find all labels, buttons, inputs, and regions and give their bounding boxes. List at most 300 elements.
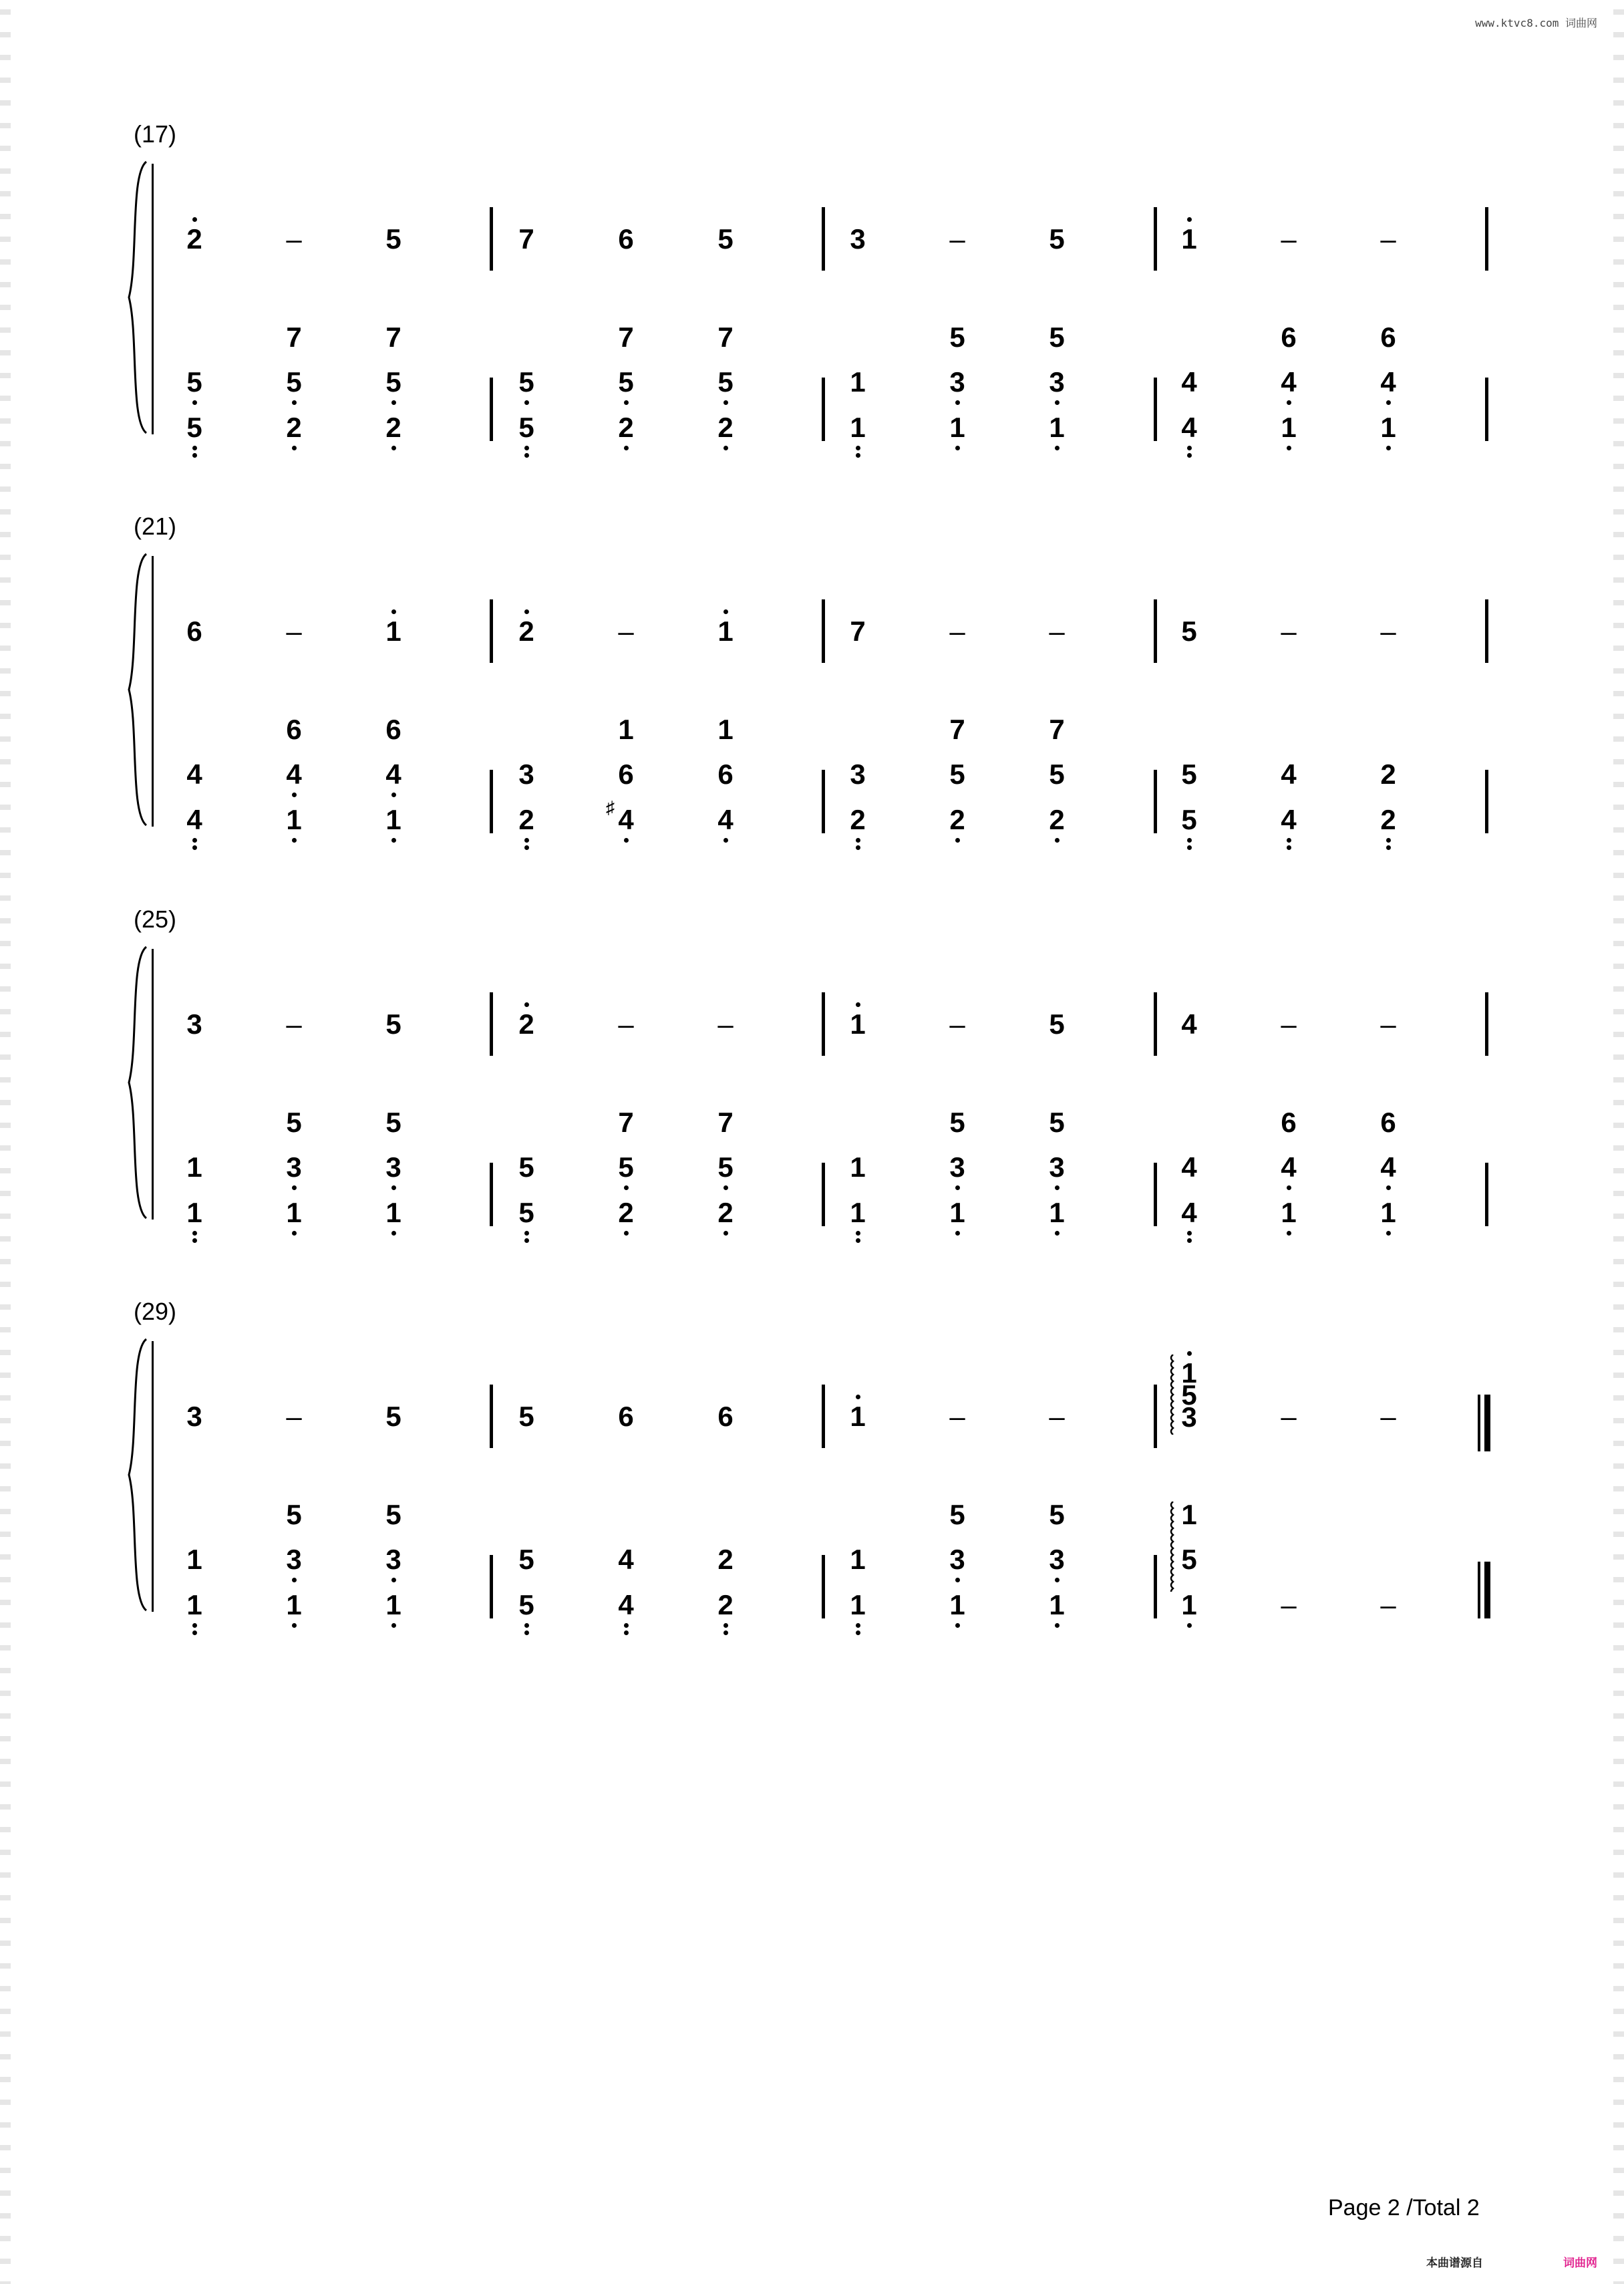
melody-note: 2: [518, 615, 534, 647]
melody-note-high-dot: [391, 609, 396, 614]
accompaniment-note-sharp-icon: ♯: [606, 797, 615, 817]
accompaniment-note-low-dot: [723, 838, 728, 843]
accompaniment-note: 1: [1281, 1197, 1297, 1228]
accompaniment-note-low-dot: [292, 838, 297, 843]
final-barline-thin: [1478, 1395, 1480, 1451]
accompaniment-note: 1: [949, 412, 965, 443]
barline: [490, 770, 493, 833]
page-number: Page 2 /Total 2: [1328, 2195, 1480, 2221]
accompaniment-note: 5: [949, 1499, 965, 1530]
sustain-dash: –: [949, 1008, 965, 1040]
accompaniment-note: 3: [949, 1544, 965, 1575]
sustain-dash: –: [1281, 1589, 1297, 1620]
accompaniment-note-low-dot: [955, 1185, 960, 1190]
accompaniment-note-low-dot: [192, 838, 197, 843]
accompaniment-note-low-dot: [1386, 400, 1391, 405]
accompaniment-note-low-dot-2: [1187, 845, 1192, 850]
accompaniment-note: 4: [186, 758, 202, 790]
accompaniment-note: 5: [717, 366, 734, 398]
accompaniment-note: 1: [186, 1589, 202, 1620]
barline: [1154, 992, 1157, 1056]
accompaniment-note: 1: [850, 366, 866, 398]
accompaniment-note-low-dot: [1386, 838, 1391, 843]
accompaniment-note-low-dot: [723, 1185, 728, 1190]
accompaniment-note: 6: [286, 714, 302, 745]
accompaniment-note: 2: [717, 1197, 734, 1228]
site-url: www.ktvc8.com 词曲网: [1475, 17, 1597, 29]
measure-number: (25): [134, 905, 177, 933]
accompaniment-note-low-dot-2: [524, 845, 529, 850]
accompaniment-note-low-dot: [1287, 1185, 1291, 1190]
accompaniment-note: 1: [850, 1197, 866, 1228]
accompaniment-note-low-dot: [524, 838, 529, 843]
grand-staff-brace: [124, 553, 150, 830]
accompaniment-note: 5: [518, 1151, 534, 1183]
accompaniment-note: 1: [385, 1197, 401, 1228]
sustain-dash: –: [949, 223, 965, 255]
barline: [822, 992, 825, 1056]
accompaniment-note: 7: [618, 1107, 634, 1138]
accompaniment-note: 1: [949, 1197, 965, 1228]
right-watermark-strip: [1613, 0, 1624, 2284]
accompaniment-note-low-dot: [524, 1623, 529, 1628]
accompaniment-note-low-dot: [624, 1623, 629, 1628]
melody-note: 5: [1181, 615, 1197, 647]
measure-number: (21): [134, 513, 177, 540]
sustain-dash: –: [1281, 1401, 1297, 1432]
chord-note: 1: [1181, 1357, 1197, 1389]
chord-note: 5: [1181, 1379, 1197, 1411]
accompaniment-note-low-dot: [524, 1231, 529, 1236]
sustain-dash: –: [1281, 615, 1297, 647]
accompaniment-note: 1: [1049, 1197, 1065, 1228]
accompaniment-note: 3: [1049, 1151, 1065, 1183]
barline: [490, 599, 493, 663]
barline: [822, 378, 825, 441]
accompaniment-note: 6: [1380, 321, 1396, 353]
accompaniment-note-low-dot: [391, 1231, 396, 1236]
accompaniment-note-low-dot: [391, 1623, 396, 1628]
accompaniment-note: 5: [286, 1499, 302, 1530]
accompaniment-note: 4: [385, 758, 401, 790]
melody-note: 3: [186, 1008, 202, 1040]
accompaniment-note: 5: [1181, 804, 1197, 835]
accompaniment-note: 1: [618, 714, 634, 745]
barline: [1485, 992, 1488, 1056]
barline: [490, 1555, 493, 1618]
accompaniment-note: 4: [1380, 1151, 1396, 1183]
accompaniment-note: 5: [1181, 758, 1197, 790]
accompaniment-note: 1: [850, 1151, 866, 1183]
accompaniment-note-low-dot-2: [192, 453, 197, 458]
accompaniment-note-low-dot: [391, 838, 396, 843]
accompaniment-note: 4: [1380, 366, 1396, 398]
accompaniment-note: 6: [1281, 321, 1297, 353]
accompaniment-note: 7: [618, 321, 634, 353]
accompaniment-note-low-dot: [1386, 1185, 1391, 1190]
arpeggio-icon: [1169, 1354, 1177, 1438]
accompaniment-note-low-dot: [391, 1185, 396, 1190]
barline: [822, 1163, 825, 1226]
accompaniment-note-low-dot: [1055, 1623, 1060, 1628]
accompaniment-note-low-dot: [955, 400, 960, 405]
barline: [490, 207, 493, 271]
accompaniment-note: 5: [518, 1197, 534, 1228]
accompaniment-note-low-dot-2: [856, 453, 860, 458]
accompaniment-note: 5: [1049, 321, 1065, 353]
accompaniment-note-low-dot: [524, 400, 529, 405]
accompaniment-note-low-dot-2: [856, 1630, 860, 1635]
melody-note: 1: [850, 1401, 866, 1432]
accompaniment-note-low-dot: [955, 838, 960, 843]
accompaniment-note-low-dot: [1055, 1185, 1060, 1190]
accompaniment-note: 4: [186, 804, 202, 835]
accompaniment-note: 4: [1181, 1151, 1197, 1183]
melody-note: 1: [385, 615, 401, 647]
accompaniment-note: 3: [385, 1151, 401, 1183]
accompaniment-note-low-dot: [391, 793, 396, 797]
melody-note-high-dot: [524, 609, 529, 614]
accompaniment-note-low-dot: [292, 793, 297, 797]
accompaniment-note-low-dot-2: [723, 1630, 728, 1635]
melody-note-high-dot: [1187, 217, 1192, 222]
melody-note: 5: [1049, 223, 1065, 255]
accompaniment-note-low-dot: [1055, 446, 1060, 450]
accompaniment-note: 5: [385, 1107, 401, 1138]
barline: [1154, 770, 1157, 833]
accompaniment-note: 5: [286, 1107, 302, 1138]
accompaniment-note: 6: [1281, 1107, 1297, 1138]
accompaniment-note: 5: [186, 366, 202, 398]
accompaniment-note-low-dot: [856, 838, 860, 843]
accompaniment-note-low-dot-2: [1187, 453, 1192, 458]
accompaniment-note: 1: [385, 1589, 401, 1620]
accompaniment-note-low-dot: [1055, 1231, 1060, 1236]
accompaniment-note-low-dot-2: [1287, 845, 1291, 850]
accompaniment-note-low-dot: [391, 1578, 396, 1582]
brand-label: 词曲网: [1563, 2257, 1597, 2269]
accompaniment-note-low-dot-2: [192, 1630, 197, 1635]
barline: [1485, 207, 1488, 271]
accompaniment-note: 5: [618, 1151, 634, 1183]
accompaniment-note: 3: [385, 1544, 401, 1575]
accompaniment-note-low-dot: [292, 1231, 297, 1236]
accompaniment-note-low-dot: [192, 1623, 197, 1628]
grand-staff-brace: [124, 1338, 150, 1615]
accompaniment-note: 6: [1380, 1107, 1396, 1138]
system-line: [152, 949, 154, 1220]
accompaniment-note: 2: [618, 412, 634, 443]
accompaniment-note: 2: [1049, 804, 1065, 835]
final-barline-thin: [1478, 1562, 1480, 1618]
accompaniment-note: 4: [1281, 758, 1297, 790]
accompaniment-note-low-dot-2: [1187, 1238, 1192, 1243]
accompaniment-note-low-dot: [955, 1578, 960, 1582]
accompaniment-note-low-dot: [1187, 1231, 1192, 1236]
accompaniment-note: 5: [518, 412, 534, 443]
sustain-dash: –: [1380, 1008, 1396, 1040]
barline: [490, 1385, 493, 1448]
accompaniment-note: 5: [186, 412, 202, 443]
accompaniment-note: 3: [1049, 1544, 1065, 1575]
accompaniment-note-low-dot: [292, 1623, 297, 1628]
melody-note: 1: [717, 615, 734, 647]
accompaniment-note: 5: [949, 1107, 965, 1138]
accompaniment-note: 7: [717, 1107, 734, 1138]
sustain-dash: –: [1380, 1401, 1396, 1432]
accompaniment-note: 4: [1181, 1197, 1197, 1228]
melody-note: 3: [186, 1401, 202, 1432]
accompaniment-note-low-dot-2: [524, 453, 529, 458]
accompaniment-note: 3: [949, 366, 965, 398]
accompaniment-note-low-dot: [1055, 838, 1060, 843]
accompaniment-note-low-dot: [192, 1231, 197, 1236]
sustain-dash: –: [1380, 1589, 1396, 1620]
accompaniment-note-low-dot: [1287, 1231, 1291, 1236]
melody-note: 5: [518, 1401, 534, 1432]
accompaniment-note-low-dot-2: [524, 1238, 529, 1243]
accompaniment-note-low-dot: [1386, 446, 1391, 450]
accompaniment-note: 2: [850, 804, 866, 835]
melody-note: 5: [385, 1008, 401, 1040]
accompaniment-note: 4: [618, 804, 634, 835]
system-line: [152, 556, 154, 827]
accompaniment-note: 1: [1380, 412, 1396, 443]
accompaniment-note-low-dot: [192, 446, 197, 450]
accompaniment-note-low-dot: [1386, 1231, 1391, 1236]
accompaniment-note: 4: [1181, 366, 1197, 398]
sustain-dash: –: [1049, 1401, 1065, 1432]
accompaniment-note-low-dot: [391, 446, 396, 450]
sustain-dash: –: [1281, 223, 1297, 255]
melody-note: 5: [385, 223, 401, 255]
accompaniment-note: 1: [286, 804, 302, 835]
accompaniment-note: 4: [286, 758, 302, 790]
accompaniment-note: 1: [1181, 1499, 1197, 1530]
melody-note: 4: [1181, 1008, 1197, 1040]
melody-note: 2: [186, 223, 202, 255]
sustain-dash: –: [1380, 615, 1396, 647]
accompaniment-note: 5: [286, 366, 302, 398]
barline: [822, 1385, 825, 1448]
melody-note-high-dot: [723, 609, 728, 614]
accompaniment-note-low-dot-2: [524, 1630, 529, 1635]
accompaniment-note-low-dot: [292, 1578, 297, 1582]
accompaniment-note: 4: [717, 804, 734, 835]
melody-note: 1: [1181, 223, 1197, 255]
accompaniment-note: 5: [618, 366, 634, 398]
accompaniment-note-low-dot: [292, 1185, 297, 1190]
chord-note: 3: [1181, 1401, 1197, 1433]
accompaniment-note: 2: [717, 1544, 734, 1575]
accompaniment-note-low-dot-2: [192, 845, 197, 850]
accompaniment-note-low-dot: [1187, 838, 1192, 843]
melody-note: 6: [618, 1401, 634, 1432]
accompaniment-note: 4: [1281, 804, 1297, 835]
accompaniment-note-low-dot: [624, 1185, 629, 1190]
accompaniment-note-low-dot: [524, 446, 529, 450]
melody-note: 2: [518, 1008, 534, 1040]
accompaniment-note: 2: [717, 412, 734, 443]
accompaniment-note: 7: [949, 714, 965, 745]
barline: [822, 1555, 825, 1618]
grand-staff-brace: [124, 946, 150, 1223]
barline: [822, 207, 825, 271]
sustain-dash: –: [618, 1008, 634, 1040]
melody-note: 3: [850, 223, 866, 255]
accompaniment-note: 3: [949, 1151, 965, 1183]
accompaniment-note-low-dot: [1287, 400, 1291, 405]
accompaniment-note-low-dot: [723, 446, 728, 450]
melody-note-high-dot: [524, 1002, 529, 1007]
barline: [490, 992, 493, 1056]
accompaniment-note: 4: [618, 1589, 634, 1620]
left-watermark-strip: [0, 0, 11, 2284]
accompaniment-note: 5: [717, 1151, 734, 1183]
sustain-dash: –: [286, 1008, 302, 1040]
accompaniment-note-low-dot: [856, 446, 860, 450]
accompaniment-note: 2: [717, 1589, 734, 1620]
accompaniment-note: 3: [286, 1151, 302, 1183]
accompaniment-note: 6: [385, 714, 401, 745]
accompaniment-note: 2: [1380, 804, 1396, 835]
accompaniment-note-low-dot-2: [624, 1630, 629, 1635]
melody-note: 5: [717, 223, 734, 255]
accompaniment-note: 2: [1380, 758, 1396, 790]
system-line: [152, 1341, 154, 1612]
accompaniment-note: 4: [1181, 412, 1197, 443]
accompaniment-note: 5: [385, 366, 401, 398]
accompaniment-note: 1: [385, 804, 401, 835]
accompaniment-note: 1: [1049, 412, 1065, 443]
accompaniment-note: 5: [1049, 1499, 1065, 1530]
accompaniment-note: 4: [1281, 1151, 1297, 1183]
measure-number: (17): [134, 120, 177, 148]
accompaniment-note-low-dot: [723, 1623, 728, 1628]
barline: [1154, 207, 1157, 271]
accompaniment-note: 3: [518, 758, 534, 790]
accompaniment-note-low-dot: [1055, 400, 1060, 405]
accompaniment-note: 2: [385, 412, 401, 443]
accompaniment-note: 5: [518, 1589, 534, 1620]
system-line: [152, 164, 154, 434]
barline: [1485, 770, 1488, 833]
accompaniment-note: 1: [850, 1544, 866, 1575]
accompaniment-note-low-dot: [1287, 446, 1291, 450]
accompaniment-note: 7: [1049, 714, 1065, 745]
accompaniment-note: 3: [286, 1544, 302, 1575]
sustain-dash: –: [618, 615, 634, 647]
accompaniment-note: 7: [385, 321, 401, 353]
accompaniment-note-low-dot: [1287, 838, 1291, 843]
accompaniment-note: 2: [286, 412, 302, 443]
accompaniment-note: 2: [618, 1197, 634, 1228]
melody-note: 6: [186, 615, 202, 647]
barline: [1485, 599, 1488, 663]
melody-note-high-dot: [856, 1002, 860, 1007]
accompaniment-note-low-dot-2: [192, 1238, 197, 1243]
measure-number: (29): [134, 1298, 177, 1325]
accompaniment-note: 5: [949, 758, 965, 790]
accompaniment-note: 5: [949, 321, 965, 353]
accompaniment-note-low-dot: [624, 400, 629, 405]
barline: [822, 599, 825, 663]
arpeggio-icon: [1169, 1502, 1177, 1595]
accompaniment-note-low-dot: [856, 1623, 860, 1628]
accompaniment-note-low-dot: [624, 838, 629, 843]
barline: [490, 378, 493, 441]
accompaniment-note: 1: [186, 1197, 202, 1228]
melody-note: 5: [1049, 1008, 1065, 1040]
barline: [1154, 1163, 1157, 1226]
accompaniment-note: 1: [717, 714, 734, 745]
accompaniment-note-low-dot: [1055, 1578, 1060, 1582]
melody-note: 5: [385, 1401, 401, 1432]
accompaniment-note: 2: [518, 804, 534, 835]
accompaniment-note-low-dot: [856, 1231, 860, 1236]
barline: [1485, 1163, 1488, 1226]
sustain-dash: –: [1049, 615, 1065, 647]
accompaniment-note: 2: [949, 804, 965, 835]
accompaniment-note-low-dot: [955, 1623, 960, 1628]
accompaniment-note-low-dot: [192, 400, 197, 405]
melody-note: 6: [717, 1401, 734, 1432]
accompaniment-note-low-dot: [723, 1231, 728, 1236]
melody-note-high-dot: [192, 217, 197, 222]
accompaniment-note: 1: [1380, 1197, 1396, 1228]
accompaniment-note-low-dot: [391, 400, 396, 405]
accompaniment-note-low-dot-2: [856, 845, 860, 850]
barline: [490, 1163, 493, 1226]
accompaniment-note: 1: [949, 1589, 965, 1620]
accompaniment-note: 5: [1049, 758, 1065, 790]
sustain-dash: –: [286, 615, 302, 647]
melody-note: 1: [850, 1008, 866, 1040]
barline: [1485, 378, 1488, 441]
sustain-dash: –: [717, 1008, 734, 1040]
accompaniment-note: 5: [1049, 1107, 1065, 1138]
accompaniment-note-low-dot: [723, 400, 728, 405]
melody-note: 7: [518, 223, 534, 255]
sustain-dash: –: [949, 615, 965, 647]
accompaniment-note: 7: [286, 321, 302, 353]
accompaniment-note: 1: [286, 1589, 302, 1620]
accompaniment-note: 1: [1281, 412, 1297, 443]
accompaniment-note: 1: [286, 1197, 302, 1228]
accompaniment-note-low-dot: [955, 446, 960, 450]
sustain-dash: –: [1281, 1008, 1297, 1040]
barline: [1154, 1385, 1157, 1448]
accompaniment-note-low-dot: [292, 400, 297, 405]
accompaniment-note: 4: [1281, 366, 1297, 398]
melody-note: 7: [850, 615, 866, 647]
accompaniment-note: 3: [1049, 366, 1065, 398]
accompaniment-note: 5: [1181, 1544, 1197, 1575]
accompaniment-note: 1: [850, 1589, 866, 1620]
barline: [1154, 378, 1157, 441]
accompaniment-note-low-dot-2: [1386, 845, 1391, 850]
sustain-dash: –: [1380, 223, 1396, 255]
accompaniment-note: 5: [518, 366, 534, 398]
chord-note-high-dot: [1187, 1351, 1192, 1356]
barline: [822, 770, 825, 833]
accompaniment-note: 1: [1049, 1589, 1065, 1620]
accompaniment-note: 3: [850, 758, 866, 790]
source-label: 本曲谱源自: [1426, 2257, 1483, 2269]
sustain-dash: –: [286, 223, 302, 255]
accompaniment-note: 5: [385, 1499, 401, 1530]
final-barline-thick: [1484, 1562, 1490, 1618]
